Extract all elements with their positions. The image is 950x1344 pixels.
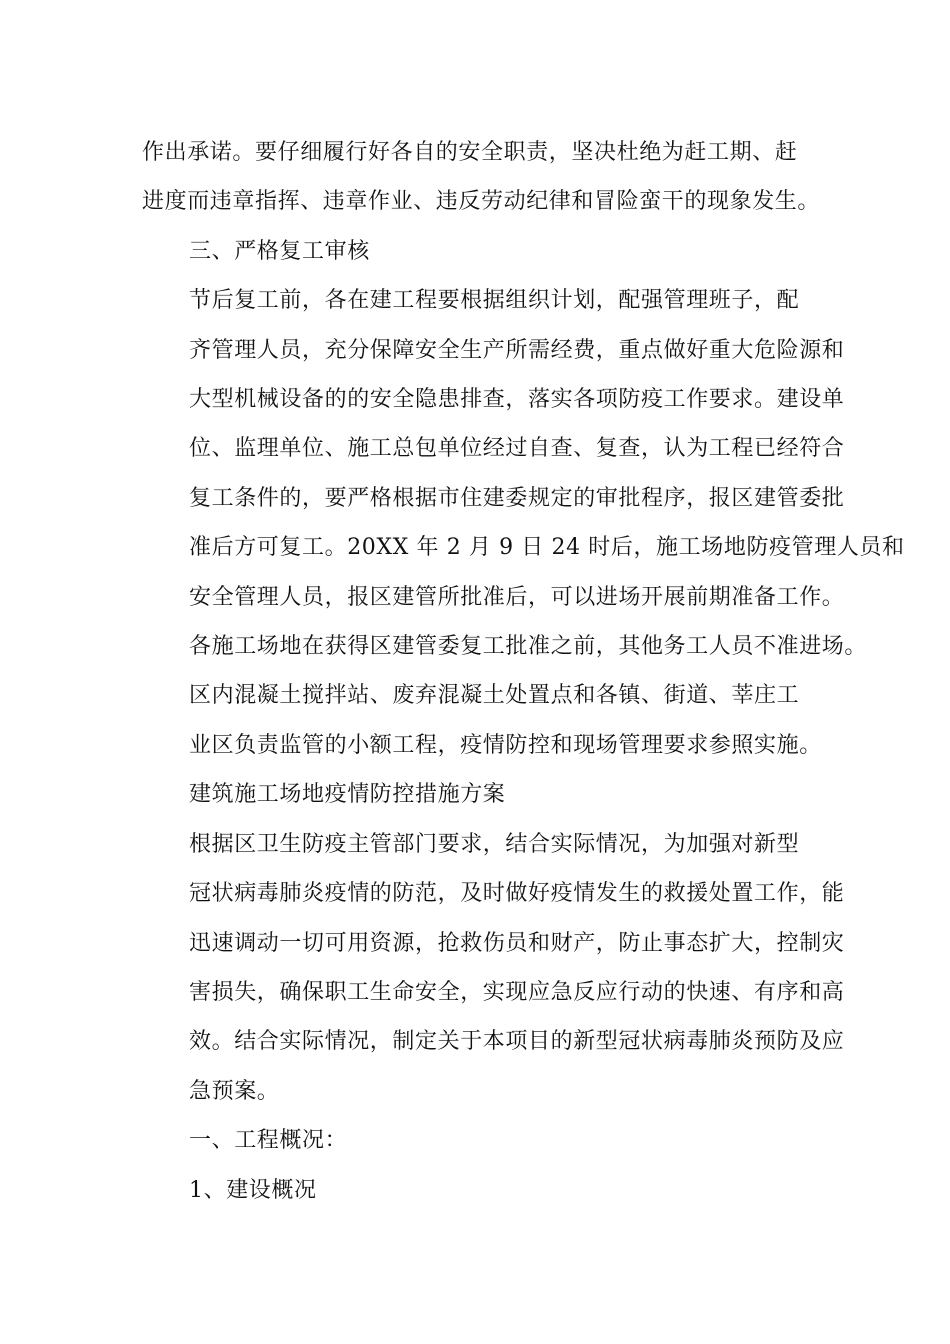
text-line: 大型机械设备的的安全隐患排查，落实各项防疫工作要求。建设单	[189, 387, 845, 413]
text-line: 害损失，确保职工生命安全，实现应急反应行动的快速、有序和高	[189, 979, 845, 1005]
text-line: 急预案。	[189, 1078, 280, 1104]
paragraph	[142, 1166, 806, 1215]
text-line: 根据区卫生防疫主管部门要求，结合实际情况，为加强对新型	[189, 831, 800, 857]
paragraph	[142, 770, 806, 819]
text-line: 业区负责监管的小额工程，疫情防控和现场管理要求参照实施。	[189, 732, 822, 758]
text-line: 建筑施工场地疫情防控措施方案	[189, 782, 506, 808]
text-line: 安全管理人员，报区建管所批准后，可以进场开展前期准备工作。	[189, 584, 845, 610]
text-line: 冠状病毒肺炎疫情的防范，及时做好疫情发生的救援处置工作，能	[189, 881, 845, 907]
paragraph	[142, 276, 905, 671]
text-line: 区内混凝土搅拌站、废弃混凝土处置点和各镇、街道、莘庄工	[189, 683, 800, 709]
paragraph	[142, 820, 845, 1116]
text-line: 效。结合实际情况，制定关于本项目的新型冠状病毒肺炎预防及应	[189, 1029, 845, 1055]
document-body	[142, 128, 905, 1215]
text-line: 节后复工前，各在建工程要根据组织计划，配强管理班子，配	[189, 288, 800, 314]
text-line: 复工条件的，要严格根据市住建委规定的审批程序，报区建管委批	[189, 485, 845, 511]
text-line: 迅速调动一切可用资源，抢救伤员和财产，防止事态扩大，控制灾	[189, 930, 845, 956]
text-line: 作出承诺。要仔细履行好各自的安全职责，坚决杜绝为赶工期、赶	[142, 140, 798, 165]
text-line: 进度而违章指挥、违章作业、违反劳动纪律和冒险蛮干的现象发生。	[142, 189, 821, 215]
text-line: 一、工程概况：	[189, 1128, 348, 1154]
text-line: 各施工场地在获得区建管委复工批准之前，其他务工人员不准进场。	[189, 634, 868, 660]
text-line: 准后方可复工。20XX 年 2 月 9 日 24 时后，施工场地防疫管理人员和	[189, 535, 905, 561]
text-line: 位、监理单位、施工总包单位经过自查、复查，认为工程已经符合	[189, 436, 845, 462]
paragraph	[142, 671, 822, 770]
text-line: 1、建设概况	[189, 1177, 317, 1203]
paragraph	[142, 128, 821, 227]
text-line: 三、严格复工审核	[189, 238, 370, 264]
text-line: 齐管理人员，充分保障安全生产所需经费，重点做好重大危险源和	[189, 337, 845, 363]
paragraph	[142, 1116, 806, 1165]
paragraph	[142, 227, 806, 276]
